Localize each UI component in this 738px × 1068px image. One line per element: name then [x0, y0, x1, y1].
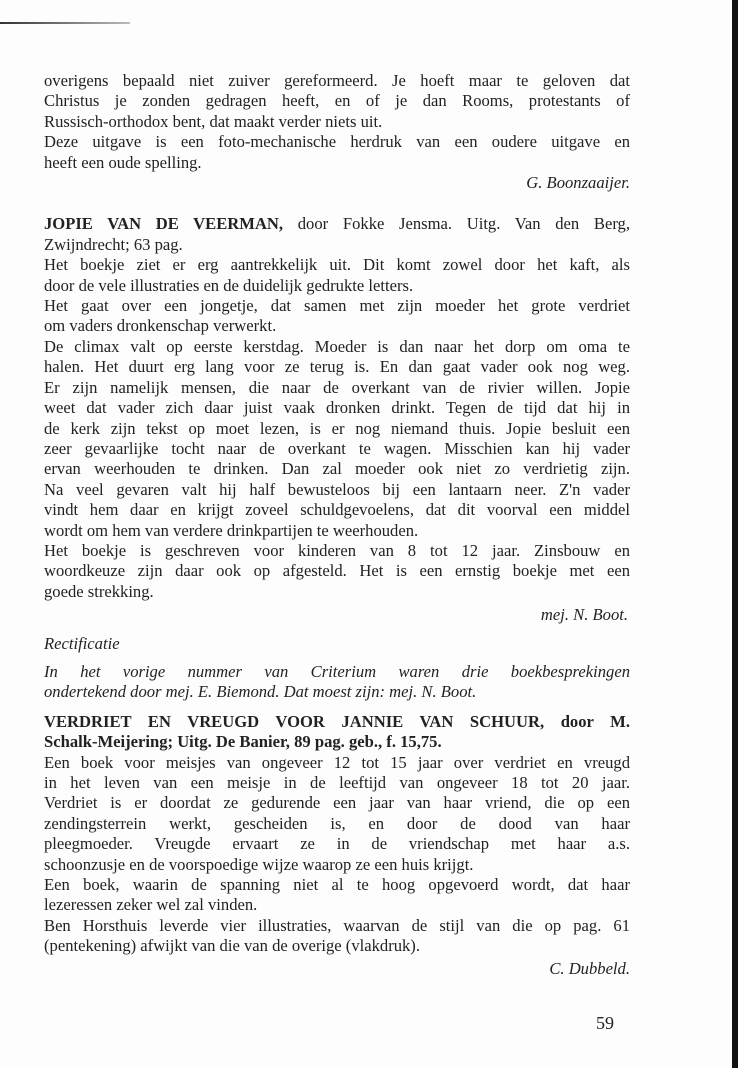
- text-line: ondertekend door mej. E. Biemond. Dat moest zijn: mej. N. Boot.: [44, 682, 477, 702]
- text-line: Het gaat over een jongetje, dat samen met zijn moeder het grote verdriet: [44, 296, 630, 316]
- review-jopie-van-de-veerman: [44, 214, 630, 625]
- text-line: zendingsterrein werkt, gescheiden is, en door de dood van haar: [44, 813, 630, 833]
- review-verdriet-en-vreugd: [44, 712, 630, 979]
- text-line: Zwijndrecht; 63 pag.: [44, 234, 183, 254]
- text-line: Er zijn namelijk mensen, die naar de overkant van de rivier willen. Jopie: [44, 377, 630, 397]
- page-body: [44, 71, 630, 979]
- text-line: Christus je zonden gedragen heeft, en of je dan Rooms, protestants of: [44, 91, 630, 111]
- text-line: Het boekje ziet er erg aantrekkelijk uit. Dit komt zowel door het kaft, als: [44, 255, 630, 275]
- text-line: de kerk zijn tekst op moet lezen, is er nog niemand thuis. Jopie besluit een: [44, 418, 630, 438]
- rectification: [44, 634, 630, 703]
- text-line: halen. Het duurt erg lang voor ze terug is. En dan gaat vader ook nog weg.: [44, 357, 630, 377]
- scan-artifact-line: [0, 22, 130, 24]
- text-line: wordt om hem van verdere drinkpartijen te weerhouden.: [44, 520, 419, 540]
- text-line: De climax valt op eerste kerstdag. Moeder is dan naar het dorp om oma te: [44, 336, 630, 356]
- page-number: 59: [596, 1013, 614, 1033]
- review-heading: Schalk-Meijering; Uitg. De Banier, 89 pag. geb., f. 15,75.: [44, 732, 442, 752]
- reviewer-signature: mej. N. Boot.: [540, 605, 628, 625]
- reviewer-signature: C. Dubbeld.: [549, 958, 630, 978]
- text-line: heeft een oude spelling.: [44, 152, 202, 172]
- text-line: Deze uitgave is een foto-mechanische herdruk van een oudere uitgave en: [44, 132, 630, 152]
- text-line: Russisch-orthodox bent, dat maakt verder niets uit.: [44, 111, 383, 131]
- text-line: in het leven van een meisje in de leeftijd van ongeveer 18 tot 20 jaar.: [44, 773, 630, 792]
- text-line: (pentekening) afwijkt van die van de overige (vlakdruk).: [44, 936, 420, 956]
- text-line: overigens bepaald niet zuiver gereformeerd. Je hoeft maar te geloven dat: [44, 71, 630, 90]
- text-line: goede strekking.: [44, 581, 154, 601]
- text-line: ervan weerhouden te drinken. Dan zal moeder ook niet zo verdrietig zijn.: [44, 459, 630, 479]
- book-title: JOPIE VAN DE VEERMAN,: [44, 214, 284, 234]
- text-line: weet dat vader zich daar juist vaak dronken drinkt. Tegen de tijd dat hij in: [44, 398, 630, 418]
- text-line: door de vele illustraties en de duidelijk gedrukte letters.: [44, 275, 414, 295]
- text-line: lezeressen zeker wel zal vinden.: [44, 895, 258, 915]
- text-line: Een boek voor meisjes van ongeveer 12 tot 15 jaar over verdriet en vreugd: [44, 752, 630, 772]
- text-line: In het vorige nummer van Criterium waren drie boekbesprekingen: [44, 661, 630, 681]
- text-line: om vaders dronkenschap verwerkt.: [44, 316, 277, 336]
- text-line: Het boekje is geschreven voor kinderen van 8 tot 12 jaar. Zinsbouw en: [44, 540, 630, 560]
- text-line: Een boek, waarin de spanning niet al te hoog opgevoerd wordt, dat haar: [44, 875, 630, 895]
- text-line: woordkeuze zijn daar ook op afgesteld. Het is een ernstig boekje met een: [44, 561, 630, 581]
- review-heading: [44, 214, 630, 234]
- book-details: door Fokke Jensma. Uitg. Van den Berg,: [283, 214, 630, 234]
- text-line: schoonzusje en de voorspoedige wijze waarop ze een huis krijgt.: [44, 854, 474, 874]
- text-line: Ben Horsthuis leverde vier illustraties, waarvan de stijl van die op pag. 61: [44, 915, 630, 935]
- page-edge: [732, 0, 738, 1068]
- rectification-heading: Rectificatie: [44, 633, 120, 653]
- text-line: pleegmoeder. Vreugde ervaart ze in de vriendschap met haar a.s.: [44, 834, 630, 854]
- review-1-ending: [44, 71, 630, 193]
- text-line: Verdriet is er doordat ze gedurende een jaar van haar vriend, die op een: [44, 793, 630, 813]
- review-heading: VERDRIET EN VREUGD VOOR JANNIE VAN SCHUUR, door M.: [44, 711, 630, 731]
- reviewer-signature: G. Boonzaaijer.: [526, 173, 630, 193]
- text-line: vindt hem daar en krijgt zoveel schuldgevoelens, dat dit voorval een middel: [44, 500, 630, 520]
- text-line: Na veel gevaren valt hij half bewusteloos bij een lantaarn neer. Z'n vader: [44, 479, 630, 499]
- text-line: zeer gevaarlijke tocht naar de overkant te wagen. Misschien kan hij vader: [44, 438, 630, 458]
